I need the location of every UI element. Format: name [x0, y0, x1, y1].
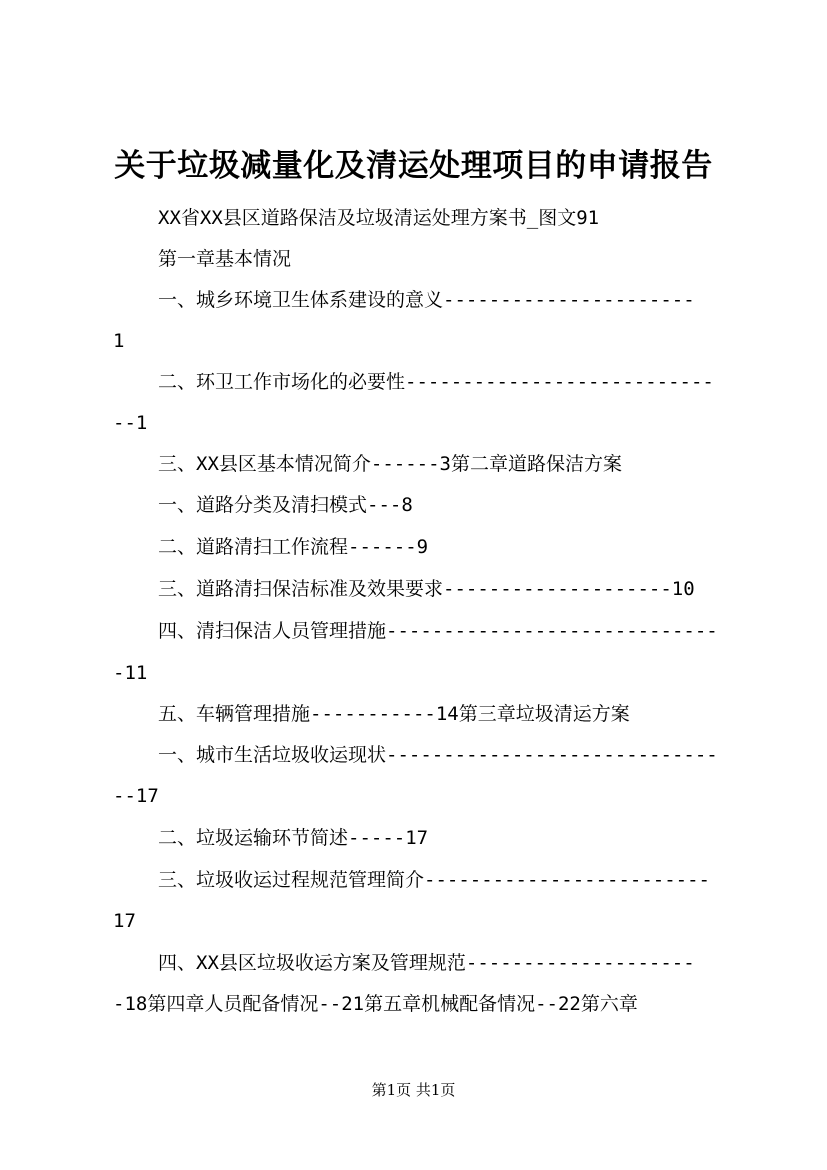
doc-line-toc-continuation: --17	[113, 785, 159, 807]
doc-line-toc-continuation: --1	[113, 412, 148, 434]
doc-line-toc: 一、道路分类及清扫模式---8	[158, 494, 413, 516]
doc-line-toc: 四、清扫保洁人员管理措施-----------------------------	[158, 620, 718, 642]
doc-line-toc: 三、道路清扫保洁标准及效果要求--------------------10	[158, 578, 695, 600]
doc-line-toc: 四、XX县区垃圾收运方案及管理规范--------------------	[158, 952, 695, 974]
doc-line-toc: 一、城市生活垃圾收运现状-----------------------------	[158, 744, 718, 766]
doc-line-subtitle: XX省XX县区道路保洁及垃圾清运处理方案书_图文91	[158, 207, 600, 229]
doc-line-toc: 五、车辆管理措施-----------14第三章垃圾清运方案	[158, 703, 630, 725]
doc-line-toc-continuation: -18第四章人员配备情况--21第五章机械配备情况--22第六章	[113, 993, 638, 1015]
doc-line-toc: 三、XX县区基本情况简介------3第二章道路保洁方案	[158, 453, 622, 475]
doc-line-toc-continuation: 1	[113, 330, 125, 352]
doc-line-chapter-1: 第一章基本情况	[158, 248, 292, 270]
page-footer: 第1页 共1页	[371, 1081, 456, 1099]
doc-line-toc: 一、城乡环境卫生体系建设的意义----------------------	[158, 289, 695, 311]
doc-line-toc: 二、环卫工作市场化的必要性---------------------------	[158, 371, 714, 393]
doc-line-toc-continuation: 17	[113, 910, 136, 932]
doc-line-toc-continuation: -11	[113, 662, 148, 684]
doc-line-toc: 二、垃圾运输环节简述-----17	[158, 827, 429, 849]
doc-line-toc: 二、道路清扫工作流程------9	[158, 536, 429, 558]
document-title: 关于垃圾减量化及清运处理项目的申请报告	[114, 148, 713, 184]
doc-line-toc: 三、垃圾收运过程规范管理简介-------------------------	[158, 869, 710, 891]
